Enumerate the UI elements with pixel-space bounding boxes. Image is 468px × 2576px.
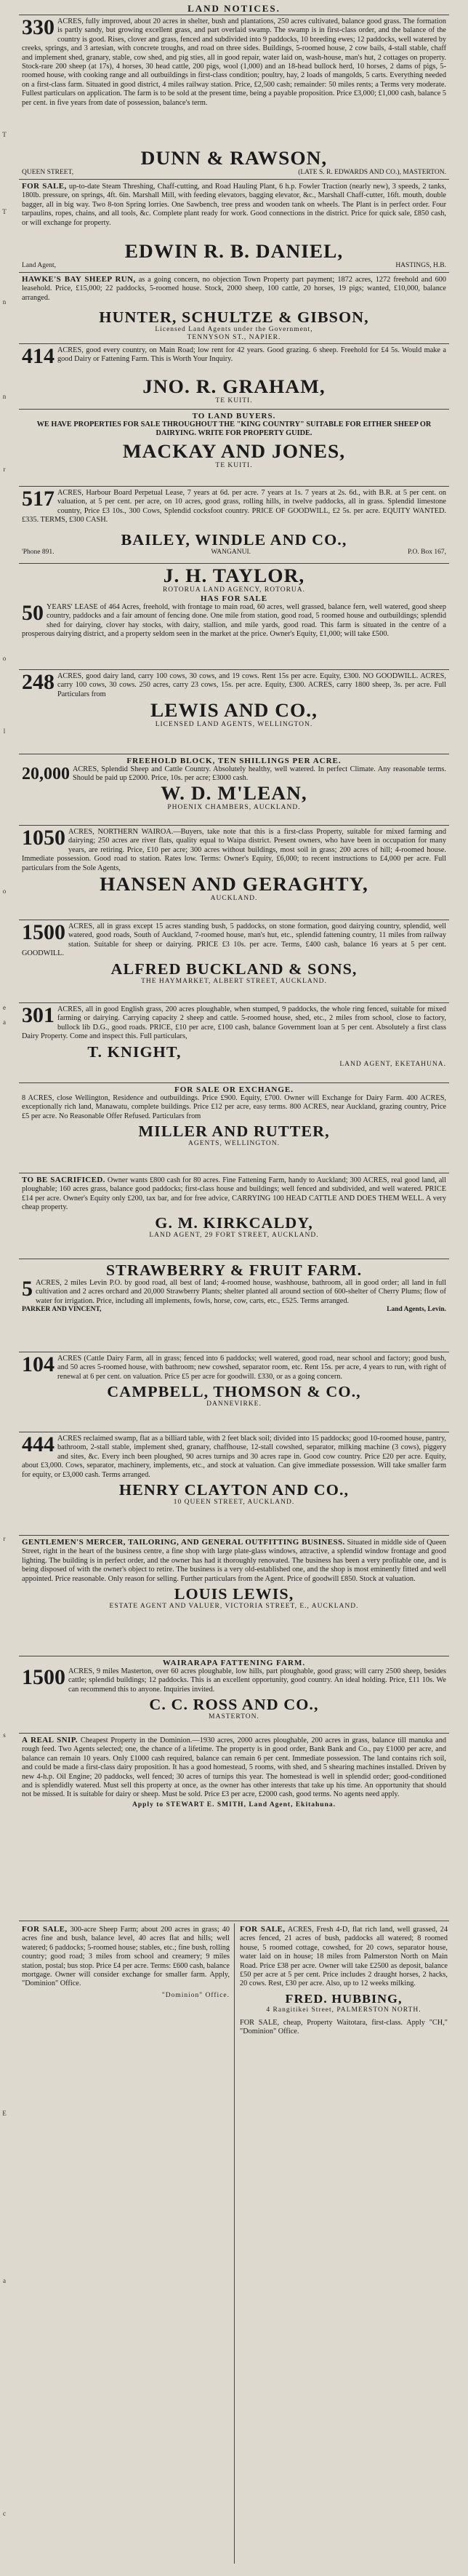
- divider: [19, 409, 449, 410]
- ad-body: 300-acre Sheep Farm; about 200 acres in grass; 40 acres fine and bush, balance level, 40 acres flat and hills; well watered; 6 paddocks; 5-roomed house; stables, etc.; fine bush, rolling country; good road; 3 miles from school and creamery; 9 miles station, postal; bus stop. Price £4 per acre. Terms: £600 cash, balance mortgage. Owner will consider exchange for smaller farm. Apply, "Dominion" Office.: [22, 1926, 230, 1988]
- agent-agency: ROTORUA LAND AGENCY, ROTORUA.: [162, 586, 306, 594]
- ad-acre-number: 50: [22, 601, 44, 625]
- ad-body: ACRES, good every country, on Main Road; low rent for 42 years. Good grazing. 6 sheep. Freehold for £4 5s. Would make a good Dairy or Fattening Farm. This is Worth Your Inquiry.: [57, 346, 446, 364]
- divider: [19, 669, 449, 670]
- agent-location: HASTINGS, H.B.: [395, 262, 446, 269]
- agent-name: PARKER AND VINCENT,: [22, 1306, 102, 1314]
- ad-517-acres: [22, 489, 446, 530]
- agent-location: 10 QUEEN STREET, AUCKLAND.: [173, 1499, 295, 1507]
- agent-name: HENRY CLAYTON AND CO.,: [118, 1481, 350, 1499]
- agent-location: (LATE S. R. EDWARDS AND CO.), MASTERTON.: [298, 169, 446, 176]
- gutter-mark: T: [2, 208, 7, 215]
- gutter-mark: e: [3, 1004, 6, 1011]
- agent-name: Apply to STEWART E. SMITH, Land Agent, Ekitahuna.: [132, 1801, 336, 1809]
- agent-name: DUNN & RAWSON,: [140, 148, 328, 169]
- ad-headline: STRAWBERRY & FRUIT FARM.: [105, 1261, 363, 1279]
- agent-location: TE KUITI.: [215, 397, 253, 404]
- ad-body: ACRES, all in good English grass, 200 acres ploughable, when stumped, 9 paddocks, the whole ring fenced, suitable for mixed farming or dairying. Carrying capacity 2 sheep and cattle. 5-roomed house, shed, etc., 2 miles from school, close to factory, bullock lib D.G., good roads. PRICE, £10 per acre, £100 cash, balance Government loan at 5 per cent. Absolutely a first class Dairy Property. Come and inspect this. Full particulars,: [22, 1005, 446, 1041]
- agent-town: WANGANUI.: [211, 549, 251, 556]
- ad-wairarapa-farm: [22, 1659, 446, 1731]
- ad-strawberry-farm: [22, 1261, 446, 1350]
- ad-body: Owner wants £800 cash for 80 acres. Fine Fattening Farm, handy to Auckland; 300 ACRES, real good land, all ploughable; 160 acres grass, balance good paddocks; first-class house and buildings; well fenced and subdivided, and well watered. PRICE £14 per acre. Owner's Equity only £200, tax bar, and for free advice, CARRYING 100 HEAD CATTLE AND DOES THEM WELL. A very cheap property.: [22, 1176, 446, 1212]
- ad-20000-acres: [22, 757, 446, 824]
- ad-title: FREEHOLD BLOCK, TEN SHILLINGS PER ACRE.: [126, 757, 342, 765]
- ad-real-snip: [22, 1736, 446, 1918]
- ad-sale-or-exchange: [22, 1085, 446, 1171]
- agent-name: LOUIS LEWIS,: [174, 1585, 294, 1603]
- ad-body: YEARS' LEASE of 464 Acres, freehold, with frontage to main road, 60 acres, well grassed, balance fern, well watered, good sheep country, paddocks and a fair amount of fencing done. One mile from station, good road, 5 roomed house and outbuildings; splendid shed for dairying, clover hay stocks, with dairy, stallion, and mile yards, good road. This farm is situated in the centre of a prosperous dairying district, and a property seldom seen in the market at the price. Owner's Equity, £1,000; will take £500.: [22, 603, 446, 639]
- ad-lead: A REAL SNIP.: [22, 1736, 78, 1744]
- ad-lead: FOR SALE,: [240, 1925, 286, 1934]
- agent-name: ALFRED BUCKLAND & SONS,: [110, 960, 358, 978]
- agent-name: W. D. M'LEAN,: [161, 782, 307, 804]
- divider: [19, 1733, 449, 1734]
- gutter-mark: o: [2, 888, 7, 895]
- agent-address: QUEEN STREET,: [22, 169, 74, 176]
- ad-lead: GENTLEMEN'S MERCER, TAILORING, AND GENERAL OUTFITTING BUSINESS.: [22, 1538, 345, 1547]
- divider: [19, 825, 449, 826]
- gutter-mark: E: [2, 2110, 7, 2117]
- gutter-mark: s: [3, 1731, 6, 1739]
- gutter-mark: o: [2, 655, 7, 662]
- ad-office: "Dominion" Office.: [161, 1991, 230, 1999]
- agent-location: AUCKLAND.: [210, 895, 258, 903]
- agent-location: DANNEVIRKE.: [206, 1400, 262, 1408]
- ad-body: Situated in middle side of Queen Street, right in the heart of the business centre, a fine shop with large plate-glass windows, attractive, a splendid window frontage and good lighting. The building is in perfect order, and the owner has had it thoroughly renovated. The business has been a very profitable one, and is being disposed of with the owner's object to retire. The business is a very old-established one, and the shop is most eminently fitted and well appointed. Price reasonable. Only reason for selling. Further particulars from the Agent. Price of goodwill £850. Stock at valuation.: [22, 1539, 446, 1583]
- ad-acre-number: 248: [22, 672, 55, 694]
- ad-444-acres: [22, 1435, 446, 1534]
- agent-name: EDWIN R. B. DANIEL,: [124, 242, 344, 262]
- gutter-mark: a: [3, 2277, 6, 2284]
- agent-name: G. M. KIRKCALDY,: [155, 1213, 313, 1232]
- ad-104-acres: [22, 1355, 446, 1430]
- ad-body: ACRES, 2 miles Levin P.O. by good road, all best of land; 4-roomed house, washhouse, bathroom, all in good order; all land in full cultivation and 2 acres orchard and 20,000 Strawberry Plants; shelter planted all around section of 600-shelter of Cherry Plums; flow of water for irrigation. Price, including all implements, fowls, horse, cow, carts, etc., £525. Terms arranged.: [36, 1279, 446, 1305]
- ad-signature-block: [22, 377, 446, 406]
- gutter-mark: a: [3, 1018, 6, 1026]
- agent-location: TENNYSON ST., NAPIER.: [187, 334, 281, 340]
- ad-lead: FOR SALE,: [22, 1925, 68, 1934]
- ad-acre-number: 517: [22, 489, 55, 511]
- ad-acre-number: 5: [22, 1277, 33, 1301]
- ad-acre-number: 1500: [22, 922, 65, 944]
- divider: [19, 179, 449, 180]
- agent-location: LAND AGENT, 29 FORT STREET, AUCKLAND.: [149, 1231, 319, 1239]
- ad-body: ACRES, Harbour Board Perpetual Lease, 7 years at 6d. per acre. 7 years at 1s. 7 years at 2s. 6d., with B.R. at 5 per cent. on valuation, at 5 per cent. per acre, on 10 acres, good grass, rolling hills, in twelve paddocks, all in grass. Splendid limestone country, Price £3 10s., 300 Cows, Splendid cocksfoot country. PRICE OF GOODWILL, £2 5s. per acre. EQUITY WANTED. £335. TERMS, £300 CASH.: [22, 489, 446, 525]
- ad-acre-number: 1050: [22, 828, 65, 850]
- gutter-mark: T: [2, 131, 7, 138]
- ad-body: ACRES (Cattle Dairy Farm, all in grass; fenced into 6 paddocks; well watered, good road, near school and factory; good bush, and 50 acres 5-roomed house, with bathroom; new cowshed, separator room, etc. Rent 15s. per acre, 4 years to run, with right of renewal at 6 per cent. on valuation. Price £5 per acre for goodwill. £330, or as a going concern.: [57, 1355, 446, 1381]
- ad-body: ACRES, fully improved, about 20 acres in shelter, bush and plantations, 250 acres cultivated, balance good grass. The formation is partly sandy, but growing excellent grass, and part overlaid swamp. The swamp is in first-class order, and the balance of the country is good. Rises, clover and grass, fenced and subdivided into 9 paddocks, 10 breeding ewes; 12 paddocks, well watered by creeks, springs, and 3 artesian, with concrete troughs, and road on three sides. Buildings, 5-roomed house, 2 cow bails, 4-stall stable, chaff and implement shed, granary, stable, cow shed, and pig sties, all in good repair, water laid on, wash-house, man's hut, 2 cottages on property. Stock-rare 200 sheep (at 17s), 4 horses, 30 head cattle, 200 pigs, wool (1,000) and an 18-head bullock herd, 10 horses, 2 dams of pigs, 5-roomed house, with cooking range and all outbuildings in first-class condition; poultry, hay, 2 loads of mangolds, 5 carts. Everything needed on a first-class farm. Situated in good district, 4 miles railway station. Price, £2,500 cash; remainder: 50 miles rents; a Terms very moderate. Fullest particulars on application. The farm is to be sold at the present time, being a payable proposition. Price £3,000; £1,000 cash, balance 5 per cent. in five years from date of possession, balance's term.: [22, 17, 446, 107]
- ad-body: ACRES, NORTHERN WAIROA.—Buyers, take note that this is a first-class Property, suitable for mixed farming and dairying; 250 acres are river flats, quality equal to Waipa district. Present owners, who have been in occupation for many years, are retiring. Price, £10 per acre; 300 acres without buildings, most soil in grass; 200 acres of hill; 4-roomed house. Immediate possession. Good road to station. Rates low. Terms: Owner's Equity, £6,000; to recent instructions to £4,000 per acre. Full particulars from the Sole Agents,: [22, 828, 446, 872]
- agent-name: FRED. HUBBING,: [285, 1991, 403, 2006]
- agent-location: ESTATE AGENT AND VALUER, VICTORIA STREET, E., AUCKLAND.: [109, 1603, 359, 1611]
- agent-name: JNO. R. GRAHAM,: [142, 377, 326, 397]
- ad-body: Cheapest Property in the Dominion.—1930 acres, 2000 acres ploughable, 200 acres in grass, balance till manuka and rough feed. Two Agents selected; one, the chance of a lifetime. The property is in good order, Bank Bank and Co., pay £1000 per acre, and balance can remain 10 years. Only £1000 cash required, balance can remain 6 per cent. Immediate possession. The land contains rich soil, and could be made a first-class dairy proposition. It has a good homestead, 5 rooms, with shed, and 5 shearing machines installed. Driven by new 4-h.p. Oil Engine; 20 paddocks, well fenced; 30 acres of turnips this year. The homestead is well in splendid order; good-conditioned and is splendidly watered. Must sell this property at once, as the owner has other interests that take up his time. An opportunity that should not be missed. It is suitable for dairy or sheep. Must be sold. Price £3 per acre, £2000 cash, good terms. No agents need apply.: [22, 1736, 446, 1799]
- ad-title: HAS FOR SALE: [200, 594, 268, 603]
- agent-name: MACKAY AND JONES,: [122, 440, 346, 462]
- agent-box: P.O. Box 167,: [407, 549, 446, 556]
- agent-location: PHOENIX CHAMBERS, AUCKLAND.: [167, 803, 301, 811]
- ad-to-be-sacrificed: [22, 1176, 446, 1257]
- ad-signature-block: [22, 531, 446, 562]
- agent-location: THE HAYMARKET, ALBERT STREET, AUCKLAND.: [141, 977, 327, 985]
- ad-title: TO LAND BUYERS.: [192, 412, 276, 420]
- agent-name: J. H. TAYLOR,: [163, 566, 305, 586]
- ad-small-notice: FOR SALE, cheap, Property Waitotara, first-class. Apply "CH," "Dominion" Office.: [240, 2018, 448, 2036]
- ad-body: ACRES, Splendid Sheep and Cattle Country. Absolutely healthy, well watered. In perfect Climate. Any reasonable terms. Should be paid up £2000. Price, 10s. per acre; £3000 cash.: [73, 765, 446, 783]
- gutter-mark: r: [3, 1535, 6, 1542]
- ad-lead: FOR SALE,: [22, 182, 67, 191]
- ad-414-acres: [22, 346, 446, 375]
- ad-301-acres: [22, 1005, 446, 1081]
- ad-body: ACRES, all in grass except 15 acres standing bush, 5 paddocks, on stone formation, good dairying country, splendid, well watered, good roads, South of Auckland, 7-roomed house, man's hut, etc., splendid fattening country, 11 miles from railway station. Suitable for sheep or dairying. PRICE £3 10s. per acre. Terms, £400 cash, balance 16 years at 5 per cent. GOODWILL.: [22, 922, 446, 958]
- divider: [19, 1082, 449, 1083]
- divider: [19, 1535, 449, 1536]
- ad-acre-number: 20,000: [22, 765, 70, 783]
- agent-name: LEWIS AND CO.,: [150, 700, 318, 722]
- ad-sheep-farm-300: [22, 1925, 230, 2562]
- ad-acre-number: 104: [22, 1355, 55, 1376]
- ad-acre-number: 414: [22, 346, 55, 368]
- ad-body: 8 ACRES, close Wellington, Residence and outbuildings. Price £900. Equity, £700. Owner will Exchange for Dairy Farm. 400 ACRES, exceptionally rich land, Manawatu, complete buildings. Price £12 per acre, easy terms. 800 ACRES, near Auckland, grazing country, Price £5 per acre. No Reasonable Offer Refused. Particulars from: [22, 1094, 446, 1120]
- gutter-mark: c: [3, 2510, 6, 2517]
- ad-signature-block: [22, 242, 446, 271]
- gutter-mark: n: [2, 393, 7, 400]
- column-divider: [234, 1923, 235, 2564]
- ad-body: ACRES reclaimed swamp, flat as a billiard table, with 2 feet black soil; divided into 15 paddocks; good 10-roomed house, pantry, bathroom, 2-stall stable, implement shed, granary, chaffhouse, 12-stall cowshed, separator, milking machine (3 cows), piggery and sites, &c. Every inch been ploughed, 90 acres turnips and 30 acres rape in. Good cow country. Price £20 per acre. Equity, about £3,000. Cows, separator, machinery, implements, etc., and stock at valuation. Can give immediate possession. Will take smaller farm for equity, or £3,000 cash. Terms arranged.: [22, 1435, 446, 1479]
- ad-body: ACRES, good dairy land, carry 100 cows, 30 cows, and 19 cows. Rent 15s per acre. Equity, £300. NO GOODWILL. ACRES, carry 100 cows, 30 cows. 250 acres, carry 23 cows, 15s. per acre. Equity, £300. ACRES, carry 1800 sheep, 3s. per acre. Full Particulars from: [57, 672, 446, 698]
- agent-location: LAND AGENT, EKETAHUNA.: [339, 1060, 446, 1068]
- ad-body: ACRES, Fresh 4-D, flat rich land, well grassed, 24 acres fenced, 21 acres of bush, paddocks all watered; 8 roomed house, 5 roomed cottage, cowshed, for 20 cows, separator house, water laid on in house; 18 miles from Palmerston North on Main Road. Price £38 per acre. Owner will take £2500 as deposit, balance £50 per acre at 5 per cent. Price includes 2 draught horses, 2 hacks, 20 cows. Rest, £30 per acre. Also, up to 12 weeks milking.: [240, 1926, 448, 1988]
- ad-1500-acres: [22, 922, 446, 1001]
- agent-location: AGENTS, WELLINGTON.: [187, 1140, 281, 1148]
- agent-location: MASTERTON.: [209, 1713, 259, 1721]
- agent-phone: 'Phone 891.: [22, 549, 55, 556]
- ad-body: as a going concern, no objection Town Property part payment; 1872 acres, 1272 freehold and 600 leasehold. Price, £15,000; 22 paddocks, 5-roomed house. Stock, 2000 sheep, 100 cattle, 20 horses, 19 pigs; wanted, £10,000, balance arranged.: [22, 276, 446, 302]
- ad-palmerston-farm: [240, 1925, 448, 2562]
- gutter-mark: l: [3, 727, 6, 735]
- ad-mercer-business: [22, 1538, 446, 1654]
- ad-lead: TO BE SACRIFICED.: [22, 1176, 105, 1184]
- ad-threshing-plant: [22, 182, 446, 240]
- agent-title: Land Agent,: [22, 262, 56, 269]
- ad-title: FOR SALE OR EXCHANGE.: [174, 1085, 294, 1094]
- divider: [19, 343, 449, 344]
- agent-licence: Licensed Land Agents under the Government,: [155, 326, 313, 333]
- gutter-mark: r: [3, 466, 6, 473]
- agent-name: HANSEN AND GERAGHTY,: [100, 874, 368, 896]
- agent-location: LICENSED LAND AGENTS, WELLINGTON.: [155, 721, 313, 729]
- gutter-mark: n: [2, 298, 7, 306]
- ad-acre-number: 1500: [22, 1665, 65, 1689]
- ad-rotorua-lease: [22, 566, 446, 668]
- divider: [19, 486, 449, 487]
- ad-signature-block: [22, 308, 446, 340]
- ad-body: up-to-date Steam Threshing, Chaff-cutting, and Road Hauling Plant, 6 h.p. Fowler Traction (nearly new), 3 speeds, 2 tanks, 180lb. pressure, on springs, 4ft. 6in. Marshall Mill, with feeding elevators, bagging elevator, &c., Marshall Chaff-cutter, 16ft. mouth, double bagger, all in big way. Two 8-ton Spring lorries. One Sawbench, tree press and wooden tank on wheels. The Plant is in perfect order. Four tarpaulins, ropes, chains, and all tools, &c. Complete plant ready for work. Good connections in the district. Price for quick sale, £850 cash, or will exchange for property.: [22, 183, 446, 227]
- agent-name: C. C. ROSS AND CO.,: [149, 1696, 319, 1714]
- ad-1050-acres: [22, 828, 446, 918]
- divider: [19, 272, 449, 273]
- agent-name: T. KNIGHT,: [87, 1042, 182, 1061]
- agent-name: HUNTER, SCHULTZE & GIBSON,: [99, 308, 369, 326]
- ad-signature-block: [22, 148, 446, 178]
- ad-acre-number: 330: [22, 17, 55, 39]
- agent-location: TE KUITI.: [215, 461, 253, 469]
- agent-location: Land Agents, Levin.: [387, 1306, 446, 1314]
- ad-acre-number: 444: [22, 1435, 55, 1456]
- masthead-title: LAND NOTICES.: [187, 3, 281, 14]
- ad-land-buyers: [22, 412, 446, 485]
- ad-248-acres: [22, 672, 446, 752]
- ad-acre-number: 301: [22, 1005, 55, 1027]
- divider: [19, 1002, 449, 1003]
- agent-location: 4 Rangitikei Street, PALMERSTON NORTH.: [266, 2006, 421, 2014]
- ad-body: ACRES, 9 miles Masterton, over 60 acres ploughable, low hills, part ploughable, good grass; will carry 2500 sheep, besides cattle; splendid buildings; 12 paddocks. This is an excellent opportunity, good country. An ideal holding. Price, £11 10s. We can recommend this to anyone. Inquiries invited.: [68, 1667, 446, 1694]
- agent-name: BAILEY, WINDLE AND CO.,: [121, 531, 347, 549]
- ad-body: WE HAVE PROPERTIES FOR SALE THROUGHOUT THE "KING COUNTRY" SUITABLE FOR EITHER SHEEP OR DAIRYING. WRITE FOR PROPERTY GUIDE.: [36, 420, 432, 438]
- ad-lead: HAWKE'S BAY SHEEP RUN,: [22, 275, 136, 284]
- agent-name: CAMPBELL, THOMSON & CO.,: [107, 1383, 361, 1401]
- ad-title: WAIRARAPA FATTENING FARM.: [162, 1659, 306, 1667]
- ad-hawkes-bay-run: [22, 275, 446, 307]
- ad-330-acres: [22, 17, 446, 145]
- agent-name: MILLER AND RUTTER,: [138, 1122, 330, 1141]
- divider: [19, 563, 449, 564]
